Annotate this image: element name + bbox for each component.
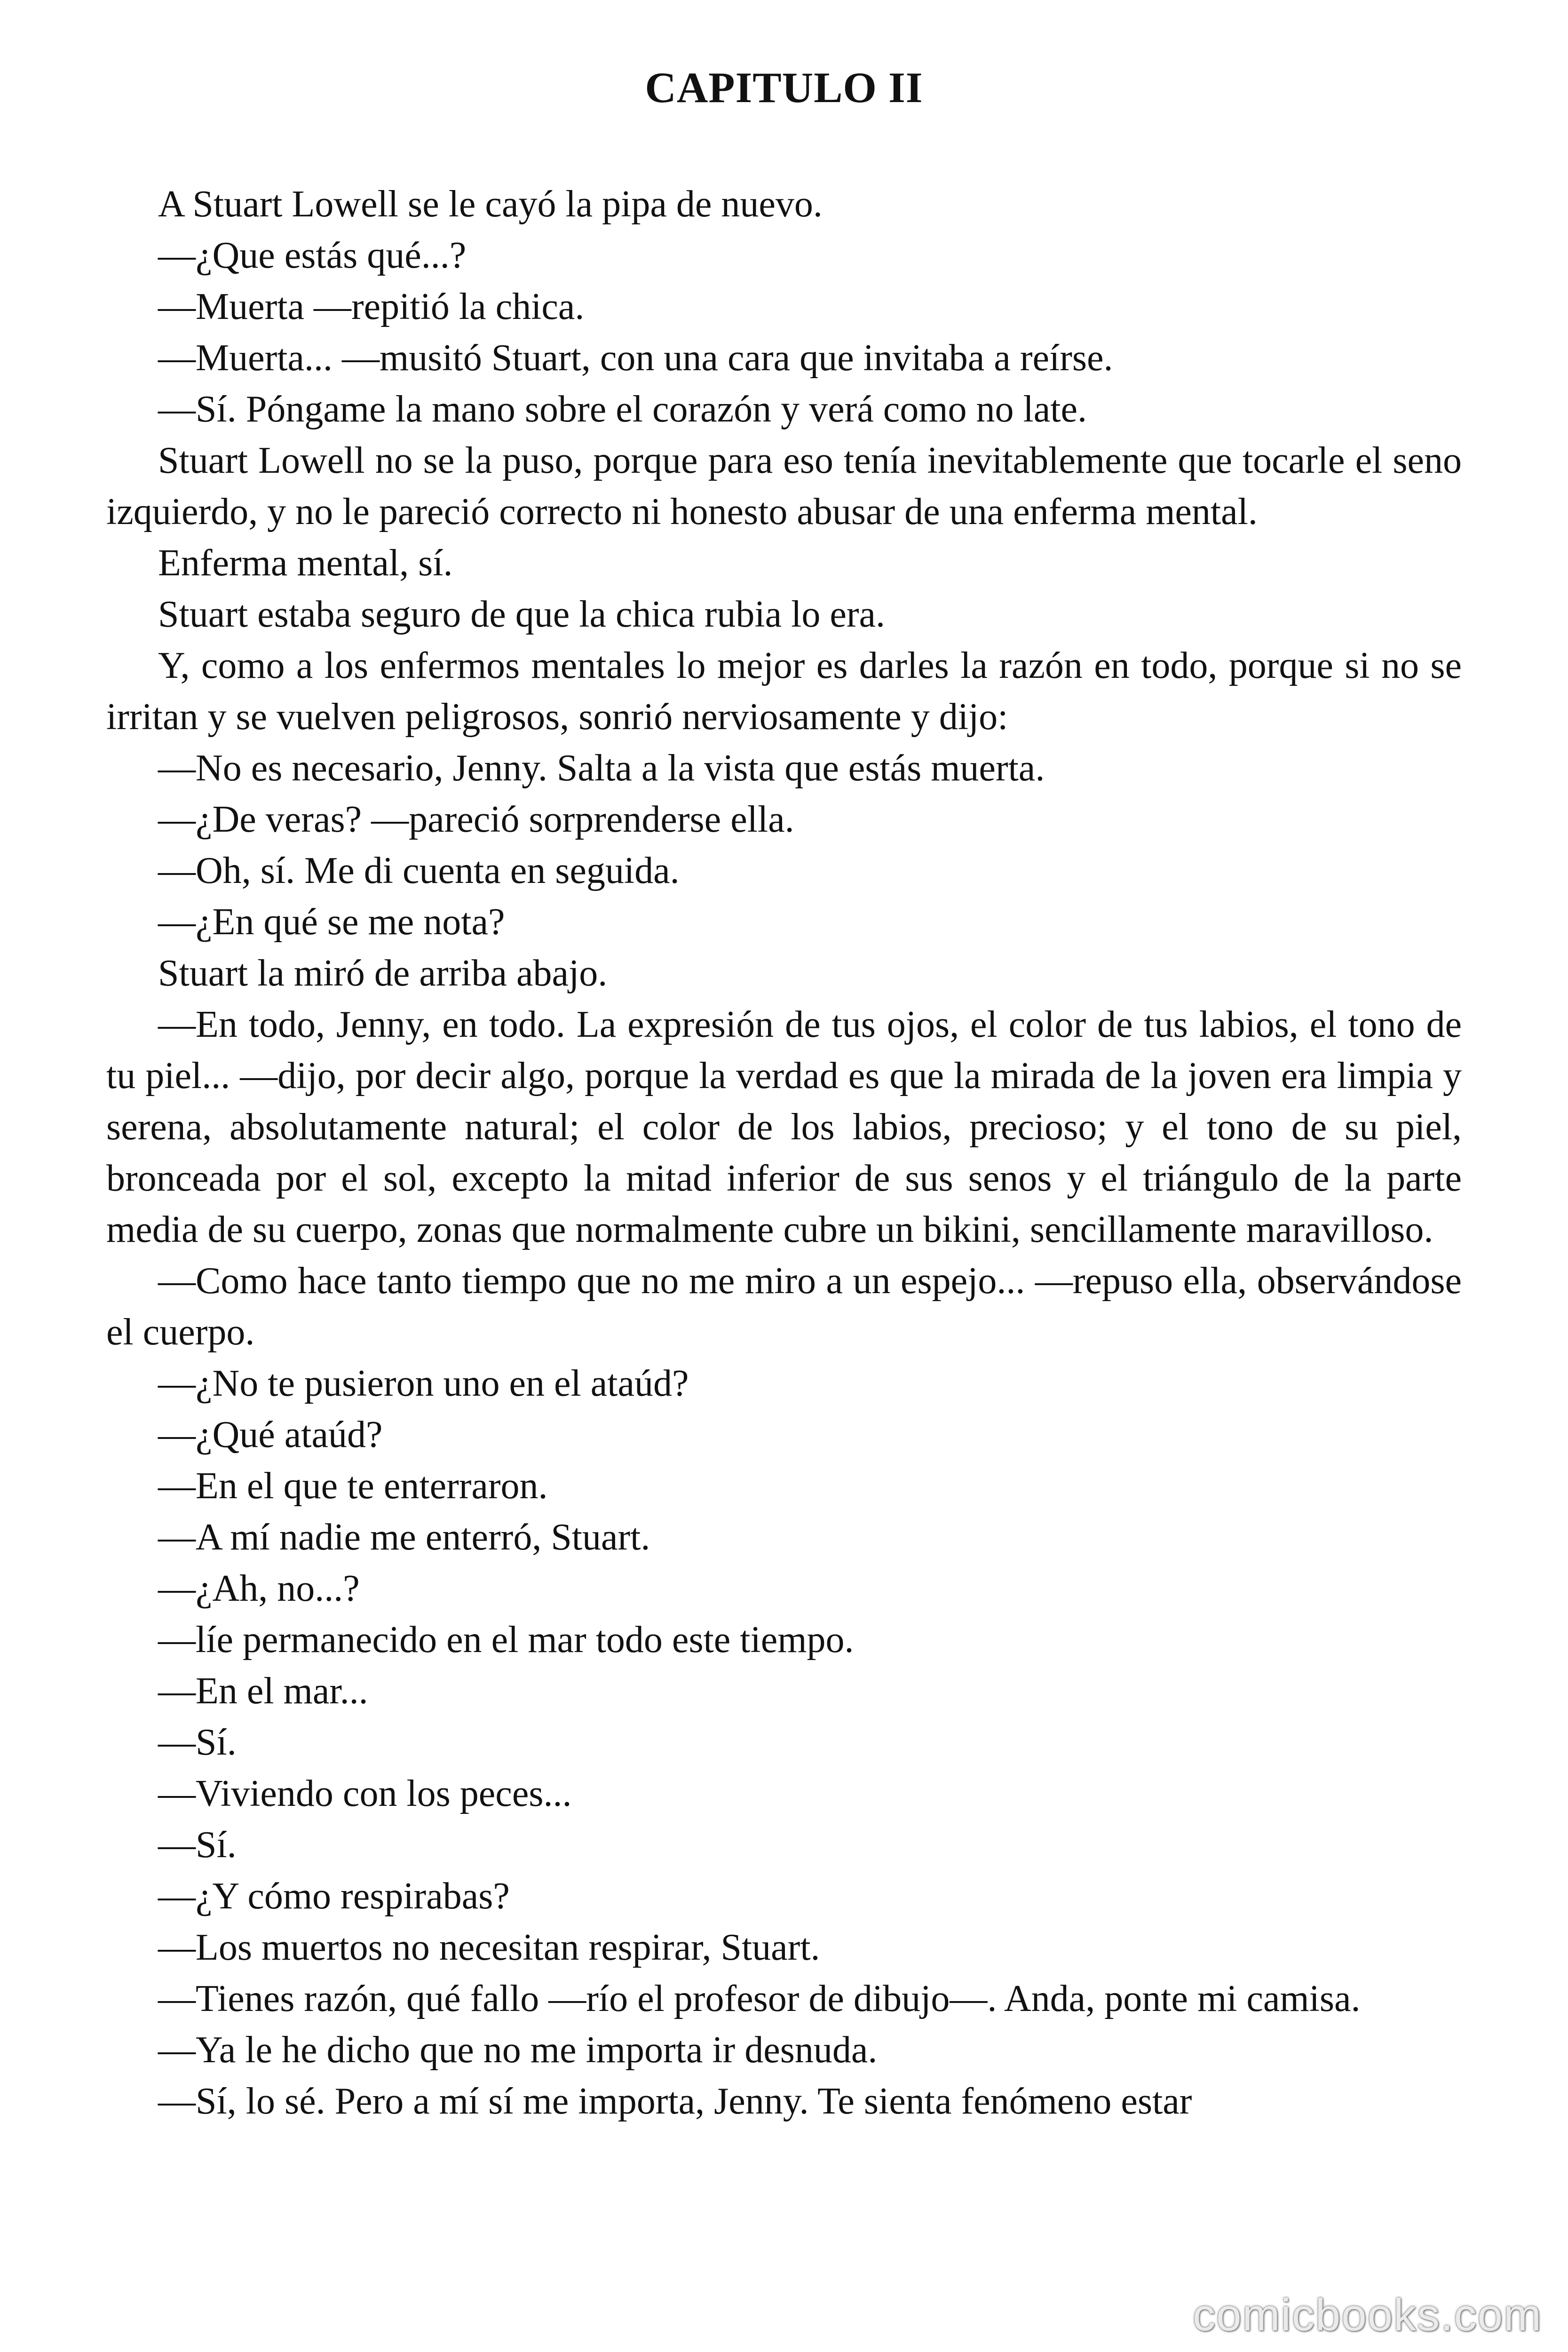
paragraph: Y, como a los enfermos mentales lo mejor es darles la razón en todo, porque si no se irritan y se vuelven peligrosos, sonrió nerviosamente y dijo:: [106, 645, 1462, 738]
paragraph: —¿De veras? —pareció sorprenderse ella.: [158, 799, 794, 840]
paragraph: —¿Y cómo respirabas?: [158, 1875, 510, 1917]
paragraph: —Los muertos no necesitan respirar, Stuart.: [158, 1927, 820, 1968]
paragraph: —Ya le he dicho que no me importa ir desnuda.: [158, 2029, 878, 2071]
paragraph: —Como hace tanto tiempo que no me miro a un espejo... —repuso ella, observándose el cuerpo.: [106, 1260, 1462, 1353]
paragraph: —A mí nadie me enterró, Stuart.: [158, 1517, 650, 1558]
paragraph: —¿Que estás qué...?: [158, 235, 467, 276]
chapter-title: CAPITULO II: [645, 64, 923, 111]
paragraph: —Muerta... —musitó Stuart, con una cara que invitaba a reírse.: [158, 337, 1113, 379]
paragraph: —¿No te pusieron uno en el ataúd?: [158, 1363, 689, 1404]
paragraph: —Sí.: [158, 1722, 237, 1763]
paragraph: —Sí. Póngame la mano sobre el corazón y verá como no late.: [158, 389, 1087, 430]
paragraph: Stuart la miró de arriba abajo.: [158, 953, 608, 994]
paragraph: —Oh, sí. Me di cuenta en seguida.: [158, 850, 680, 891]
paragraph: Enferma mental, sí.: [158, 542, 453, 584]
paragraph: —¿Qué ataúd?: [158, 1414, 383, 1455]
paragraph: —¿Ah, no...?: [158, 1568, 360, 1609]
paragraph: —En todo, Jenny, en todo. La expresión de tus ojos, el color de tus labios, el tono de tu piel... —dijo, por decir algo, porque la verdad es que la mirada de la joven era limpia y serena, absolutamente natural; el color de los labios, precioso; y el tono de su piel, bronceada por el sol, excepto la mitad inferior de sus senos y el triángulo de la parte media de su cuerpo, zonas que normalmente cubre un bikini, sencillamente maravilloso.: [106, 1004, 1462, 1250]
paragraph: Stuart Lowell no se la puso, porque para eso tenía inevitablemente que tocarle el seno izquierdo, y no le pareció correcto ni honesto abusar de una enferma mental.: [106, 440, 1462, 532]
watermark: comicbooks.com: [1193, 2290, 1542, 2340]
paragraph: —Viviendo con los peces...: [158, 1773, 572, 1814]
paragraph: Stuart estaba seguro de que la chica rubia lo era.: [158, 594, 886, 635]
paragraph: —Muerta —repitió la chica.: [158, 286, 585, 327]
text-body: [106, 179, 1462, 2127]
paragraph: —líe permanecido en el mar todo este tiempo.: [158, 1619, 854, 1661]
paragraph: —En el mar...: [158, 1670, 368, 1712]
paragraph: —No es necesario, Jenny. Salta a la vista que estás muerta.: [158, 747, 1045, 789]
paragraph: A Stuart Lowell se le cayó la pipa de nuevo.: [158, 183, 823, 225]
paragraph: —Sí.: [158, 1824, 237, 1866]
paragraph: —Sí, lo sé. Pero a mí sí me importa, Jenny. Te sienta fenómeno estar: [158, 2081, 1192, 2122]
paragraph: —¿En qué se me nota?: [158, 901, 505, 943]
paragraph: —En el que te enterraron.: [158, 1465, 548, 1507]
paragraph: —Tienes razón, qué fallo —río el profesor de dibujo—. Anda, ponte mi camisa.: [158, 1978, 1361, 2019]
